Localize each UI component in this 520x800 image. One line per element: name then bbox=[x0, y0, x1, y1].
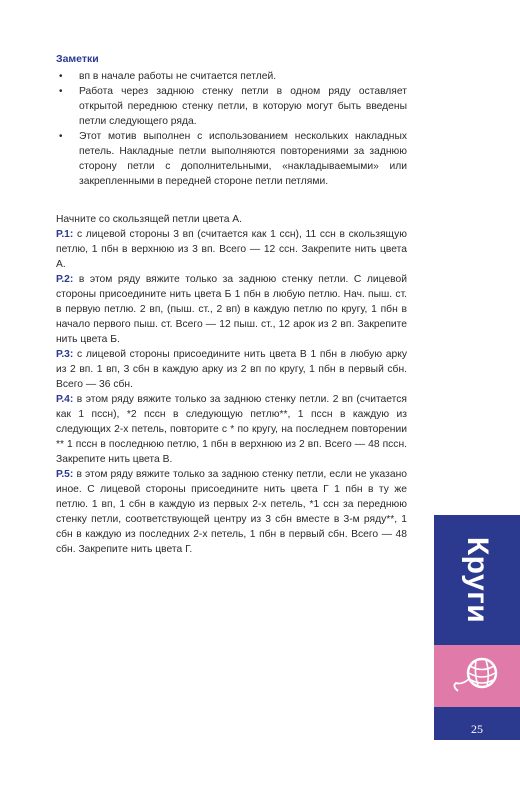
note-text: Работа через заднюю стенку петли в одном ряду оставляет открытой переднюю стенку петли, в которую могут быть введены петли следующего ряда. bbox=[79, 86, 407, 127]
row-label: Р.1: bbox=[56, 229, 74, 240]
notes-list bbox=[56, 69, 407, 189]
section-icon-box bbox=[434, 645, 520, 707]
note-text: вп в начале работы не считается петлей. bbox=[79, 71, 277, 82]
row-text: в этом ряду вяжите только за заднюю стенку петли, если не указано иное. С лицевой стороны присоедините нить цвета Г 1 пбн в ту же петлю. 1 вп, 1 сбн в каждую из первых 2-х петель, *1 ссн за переднюю стенку петли, соответствующей центру из 3 сбн вместе в 3-м ряду**, 1 сбн в каждую из последних 2-х петель, 1 пбн в первый сбн. Всего — 48 сбн. Закрепите нить цвета Г. bbox=[56, 469, 407, 555]
watermark: PassionForum.ru bbox=[437, 784, 514, 795]
notes-title: Заметки bbox=[56, 53, 99, 65]
list-item bbox=[56, 84, 407, 129]
row-3 bbox=[56, 347, 407, 392]
row-1 bbox=[56, 227, 407, 272]
bullet-icon: • bbox=[59, 71, 63, 82]
intro-text: Начните со скользящей петли цвета А. bbox=[56, 214, 243, 225]
yarn-ball-icon bbox=[452, 653, 502, 699]
row-label: Р.4: bbox=[56, 394, 74, 405]
section-title: Круги bbox=[461, 536, 494, 624]
bullet-icon: • bbox=[59, 86, 63, 97]
row-label: Р.2: bbox=[56, 274, 74, 285]
row-4 bbox=[56, 392, 407, 467]
list-item bbox=[56, 129, 407, 189]
row-5 bbox=[56, 467, 407, 557]
row-text: с лицевой стороны присоедините нить цвета В 1 пбн в любую арку из 2 вп. 1 вп, 3 сбн в каждую арку из 2 вп по кругу, 1 пбн в первый сбн. Всего — 36 сбн. bbox=[56, 349, 407, 390]
row-label: Р.5: bbox=[56, 469, 74, 480]
section-title-wrap bbox=[434, 515, 520, 645]
list-item bbox=[56, 69, 407, 84]
row-label: Р.3: bbox=[56, 349, 74, 360]
page-number: 25 bbox=[471, 722, 483, 736]
row-2 bbox=[56, 272, 407, 347]
row-text: в этом ряду вяжите только за заднюю стенку петли. С лицевой стороны присоедините нить цвета Б 1 пбн в любую петлю. Нач. пыш. ст. в первую петлю. 2 вп, (пыш. ст., 2 вп) в каждую петлю по кругу, 1 пбн в начало первого пыш. ст. Всего — 12 пыш. ст., 12 арок из 2 вп. Закрепите нить цвета Б. bbox=[56, 274, 407, 345]
page-content bbox=[56, 52, 407, 557]
row-text: в этом ряду вяжите только за заднюю стенку петли. 2 вп (считается как 1 пссн), *2 пссн в следующую петлю**, 1 пссн в каждую из следующих 2-х петель, повторите с * по кругу, на последнем повторении ** 1 пссн в последнюю петлю, 1 пбн в верхнюю из 2 вп. Всего — 48 пссн. Закрепите нить цвета В. bbox=[56, 394, 407, 465]
row-text: с лицевой стороны 3 вп (считается как 1 ссн), 11 ссн в скользящую петлю, 1 пбн в верхнюю из 3 вп. Всего — 12 ссн. Закрепите нить цвета А. bbox=[56, 229, 407, 270]
note-text: Этот мотив выполнен с использованием нескольких накладных петель. Накладные петли выполняются повторениями за заднюю сторону петли с дополнительными, «накладываемыми» или закрепленными в передней стороне петли петлями. bbox=[79, 131, 407, 187]
bullet-icon: • bbox=[59, 131, 63, 142]
